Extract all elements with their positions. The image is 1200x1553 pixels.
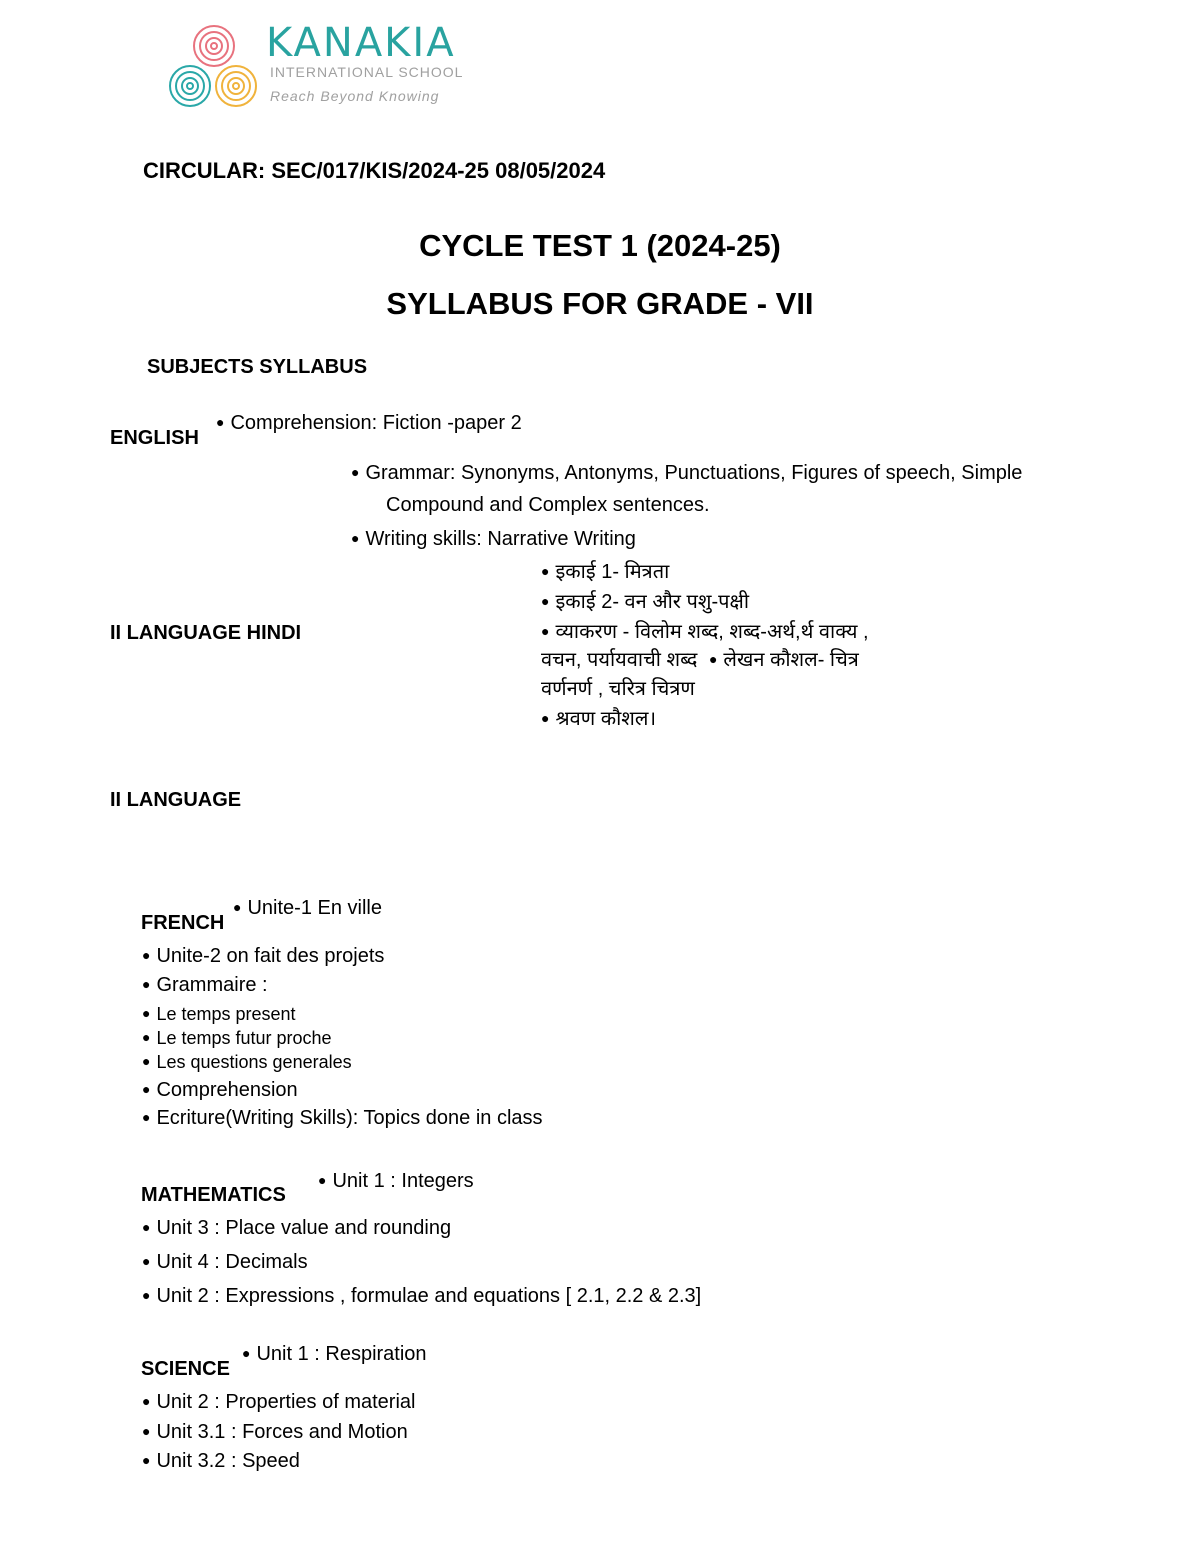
subject-label: ENGLISH [110, 427, 199, 449]
subject-label: II LANGUAGE [110, 789, 242, 811]
syllabus-item: ● Grammaire : [142, 974, 268, 997]
syllabus-item: ● इकाई 1- मित्रता [541, 557, 669, 584]
logo-tagline: Reach Beyond Knowing [270, 88, 440, 104]
syllabus-item: ● Unit 2 : Properties of material [142, 1391, 415, 1414]
syllabus-item: ● Unite-1 En ville [233, 897, 382, 920]
syllabus-item: ● Le temps present [142, 1004, 296, 1025]
syllabus-item-continued: Compound and Complex sentences. [386, 494, 710, 516]
syllabus-item: ● इकाई 2- वन और पशु-पक्षी [541, 587, 749, 614]
logo-name: KANAKIA [266, 20, 456, 66]
logo-circles-icon [164, 22, 264, 112]
syllabus-text: वचन, पर्यायवाची शब्द [541, 649, 698, 671]
syllabus-item: ● Unit 1 : Integers [318, 1170, 474, 1193]
page-subtitle: SYLLABUS FOR GRADE - VII [386, 286, 814, 321]
syllabus-item: ● Unit 4 : Decimals [142, 1251, 308, 1274]
syllabus-item: ● Le temps futur proche [142, 1028, 332, 1049]
syllabus-item: ● लेखन कौशल- चित्र [709, 649, 859, 671]
syllabus-item-continued [541, 645, 859, 672]
syllabus-item-continued: वर्णनर्ण , चरित्र चित्रण [541, 678, 695, 700]
section-header: SUBJECTS SYLLABUS [147, 356, 368, 378]
syllabus-item: ● Unit 2 : Expressions , formulae and equations [ 2.1, 2.2 & 2.3] [142, 1285, 701, 1308]
subject-label: II LANGUAGE HINDI [110, 622, 302, 644]
logo-subtitle: INTERNATIONAL SCHOOL [270, 64, 464, 80]
syllabus-item: ● Comprehension: Fiction -paper 2 [216, 412, 522, 435]
syllabus-item: ● Unit 3.1 : Forces and Motion [142, 1421, 408, 1444]
page-title: CYCLE TEST 1 (2024-25) [419, 228, 781, 263]
syllabus-item: ● व्याकरण - विलोम शब्द, शब्द-अर्थ,र्थ वाक्य , [541, 617, 869, 644]
syllabus-item: ● श्रवण कौशल। [541, 704, 656, 731]
syllabus-item: ● Unit 3 : Place value and rounding [142, 1217, 451, 1240]
syllabus-item: ● Grammar: Synonyms, Antonyms, Punctuations, Figures of speech, Simple [351, 462, 1022, 485]
syllabus-item: ● Ecriture(Writing Skills): Topics done in class [142, 1107, 543, 1130]
syllabus-item: ● Unit 3.2 : Speed [142, 1450, 300, 1473]
syllabus-item: ● Writing skills: Narrative Writing [351, 528, 636, 551]
syllabus-item: ● Unite-2 on fait des projets [142, 945, 384, 968]
subject-label: SCIENCE [141, 1358, 230, 1380]
subject-label: FRENCH [141, 912, 225, 934]
subject-label: MATHEMATICS [141, 1184, 286, 1206]
syllabus-item: ● Les questions generales [142, 1052, 352, 1073]
syllabus-item: ● Unit 1 : Respiration [242, 1343, 427, 1366]
syllabus-item: ● Comprehension [142, 1079, 298, 1102]
circular-reference: CIRCULAR: SEC/017/KIS/2024-25 08/05/2024 [143, 158, 606, 183]
